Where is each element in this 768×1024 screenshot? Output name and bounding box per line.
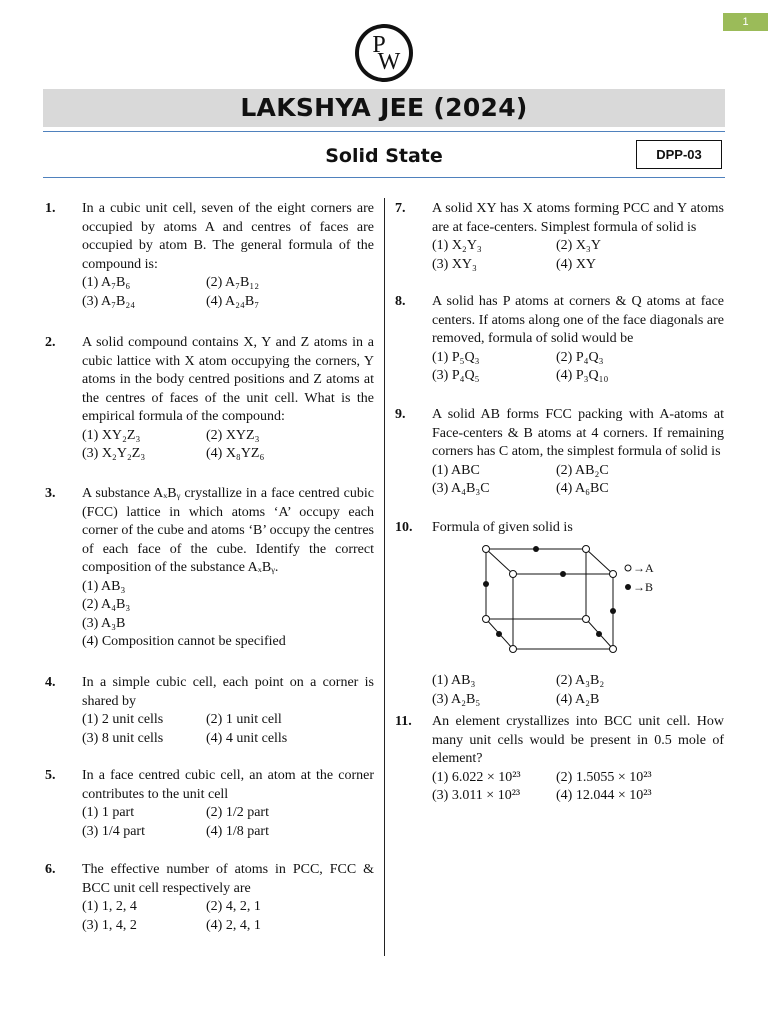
- question-number: 3.: [45, 486, 56, 501]
- option-2: (2) X₃Y: [556, 238, 601, 253]
- pw-logo-icon: [354, 22, 414, 84]
- question-number: 1.: [45, 201, 56, 216]
- question-number: 6.: [45, 862, 56, 877]
- option-1: (1) AB₃: [82, 578, 126, 594]
- option-3: (3) P₄Q₅: [432, 368, 480, 383]
- legend-label-b: B: [645, 579, 654, 594]
- option-2: (2) A₄B₃: [82, 597, 131, 612]
- option-1: (1) 1, 2, 4: [82, 899, 137, 914]
- question-text: The effective number of atoms in PCC, FCC & BCC unit cell respectively are: [82, 862, 374, 896]
- question-text: A substance AₓBᵧ crystallize in a face centred cubic (FCC) lattice in which atoms ‘A’ occupy each corner of the cube and atoms ‘B’ occupy the centres of each face of the cube. Identify the correct composition of the substance AₓBᵧ.: [82, 486, 374, 575]
- question-number: 2.: [45, 335, 56, 350]
- question-number: 9.: [395, 407, 406, 422]
- question-text: Formula of given solid is: [432, 520, 573, 535]
- options: [432, 462, 724, 499]
- options: [432, 237, 724, 274]
- question-text: A solid compound contains X, Y and Z atoms in a cubic lattice with X atom occupying the corners, Y atoms in the body centred positions and Z atoms at the centres of faces of the unit cell. What is the empirical formula of the compound:: [82, 335, 374, 424]
- question-text: In a simple cubic cell, each point on a corner is shared by: [82, 675, 374, 709]
- option-3: (3) 3.011 × 10²³: [432, 788, 521, 803]
- question-number: 7.: [395, 201, 406, 216]
- option-4: (4) 1/8 part: [206, 823, 269, 839]
- option-3: (3) A₃B: [82, 615, 126, 631]
- option-4: (4) A₂₄B₇: [206, 293, 260, 309]
- option-4: (4) 12.044 × 10²³: [556, 788, 652, 803]
- unit-cell-diagram: [476, 544, 656, 662]
- page-number: 1: [723, 13, 768, 31]
- options: [432, 672, 724, 709]
- options: [82, 804, 374, 841]
- option-1: (1) 1 part: [82, 805, 135, 820]
- option-1: (1) 2 unit cells: [82, 712, 164, 727]
- column-divider: [384, 198, 385, 956]
- question-text: A solid AB forms FCC packing with A-atoms at Face-centers & B atoms at 4 corners. If remaining corners has C atom, the simplest formula of solid is: [432, 407, 724, 459]
- question-number: 8.: [395, 294, 406, 309]
- option-4: (4) A₂B: [556, 691, 600, 707]
- option-2: (2) 1 unit cell: [206, 712, 282, 727]
- option-4: (4) 4 unit cells: [206, 730, 288, 746]
- question-text: A solid has P atoms at corners & Q atoms at face centers. If atoms along one of the face diagonals are removed, formula of solid would be: [432, 294, 724, 346]
- question-number: 5.: [45, 768, 56, 783]
- option-1: (1) AB₃: [432, 673, 476, 688]
- legend-label-a: A: [645, 560, 654, 575]
- option-1: (1) A₇B₆: [82, 275, 131, 290]
- option-3: (3) A₂B₅: [432, 691, 481, 707]
- option-2: (2) AB₂C: [556, 462, 609, 478]
- divider: [43, 177, 725, 178]
- svg-text:P: P: [372, 32, 386, 58]
- option-1: (1) X₂Y₃: [432, 238, 482, 253]
- option-3: (3) X₂Y₂Z₃: [82, 446, 146, 461]
- question-text: In a cubic unit cell, seven of the eight corners are occupied by atoms A and centres of faces are occupied by atom B. The general formula of the compound is:: [82, 201, 374, 272]
- options: [82, 898, 374, 935]
- question-text: A solid XY has X atoms forming PCC and Y atoms are at face-centers. Simplest formula of solid is: [432, 201, 724, 235]
- option-3: (3) A₄B₃C: [432, 481, 490, 496]
- option-1: (1) P₅Q₃: [432, 349, 480, 365]
- question-text: An element crystallizes into BCC unit cell. How many unit cells would be present in 0.5 mole of element?: [432, 714, 724, 766]
- option-3: (3) 1/4 part: [82, 823, 145, 839]
- question-number: 10.: [395, 520, 413, 535]
- option-2: (2) A₇B₁₂: [206, 275, 260, 290]
- options: [82, 274, 374, 311]
- options: [82, 427, 374, 464]
- option-4: (4) A₆BC: [556, 481, 609, 496]
- question-text: In a face centred cubic cell, an atom at the corner contributes to the unit cell: [82, 768, 374, 802]
- question-number: 4.: [45, 675, 56, 690]
- option-3: (3) 1, 4, 2: [82, 917, 137, 933]
- dpp-code-badge: DPP-03: [636, 140, 722, 169]
- option-4: (4) XY: [556, 256, 597, 272]
- option-4: (4) 2, 4, 1: [206, 917, 261, 933]
- options: [432, 769, 724, 806]
- svg-text:W: W: [377, 49, 401, 75]
- option-3: (3) A₇B₂₄: [82, 293, 136, 309]
- option-4: (4) X₈YZ₆: [206, 446, 265, 461]
- option-2: (2) 1/2 part: [206, 805, 269, 820]
- option-1: (1) 6.022 × 10²³: [432, 769, 521, 785]
- page-title: LAKSHYA JEE (2024): [240, 93, 528, 122]
- divider: [43, 131, 725, 132]
- options: [432, 349, 724, 386]
- option-4: (4) Composition cannot be specified: [82, 634, 286, 649]
- option-2: (2) 1.5055 × 10²³: [556, 769, 652, 785]
- option-3: (3) XY₃: [432, 256, 477, 272]
- title-banner: [43, 89, 725, 127]
- option-2: (2) XYZ₃: [206, 427, 260, 443]
- option-1: (1) ABC: [432, 462, 480, 478]
- option-1: (1) XY₂Z₃: [82, 427, 141, 443]
- options: [82, 711, 374, 748]
- svg-text:→: →: [633, 560, 645, 575]
- svg-text:→: →: [633, 579, 645, 594]
- option-4: (4) P₃Q₁₀: [556, 368, 609, 383]
- option-2: (2) P₄Q₃: [556, 349, 604, 365]
- option-2: (2) 4, 2, 1: [206, 899, 261, 914]
- chapter-title: Solid State: [325, 145, 443, 167]
- option-3: (3) 8 unit cells: [82, 730, 164, 746]
- option-2: (2) A₃B₂: [556, 673, 605, 688]
- question-number: 11.: [395, 714, 412, 729]
